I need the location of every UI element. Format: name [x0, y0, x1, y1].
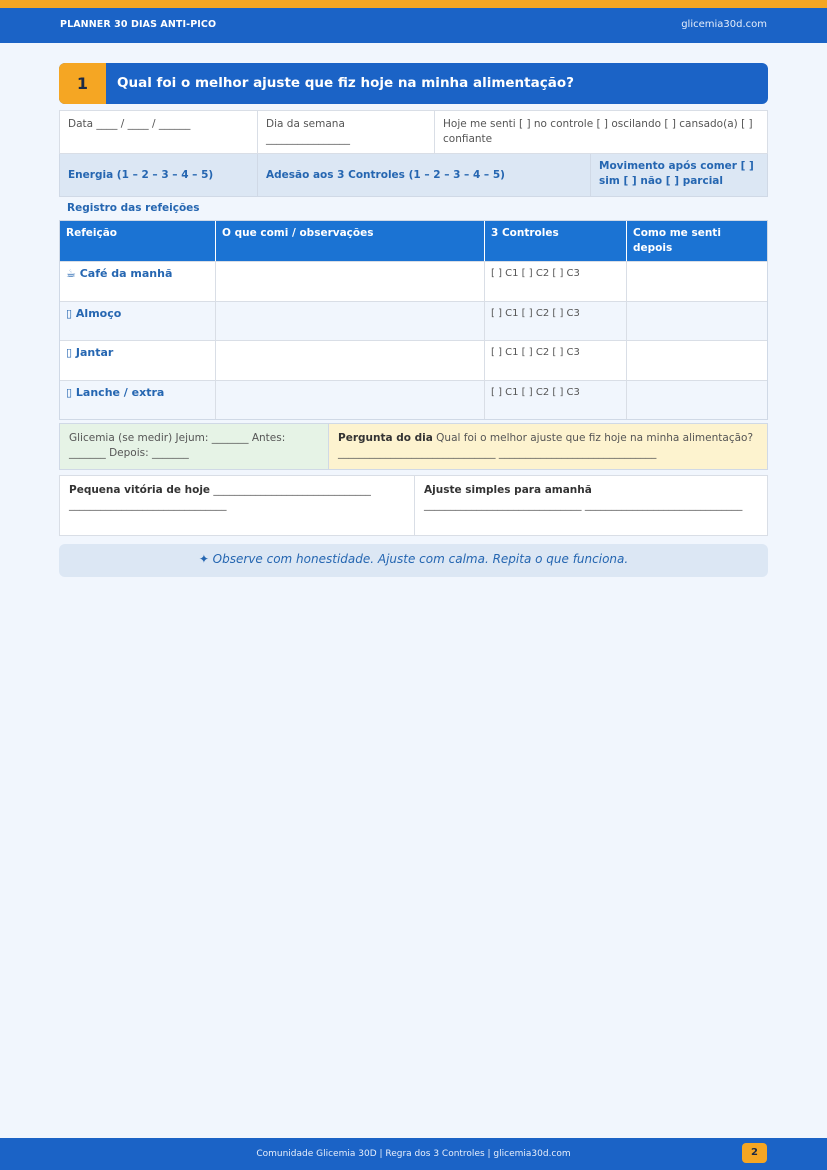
controls-checklist[interactable]: [ ] C1 [ ] C2 [ ] C3 [485, 262, 627, 301]
glicemia-field[interactable]: Glicemia (se medir) Jejum: _______ Antes: _______ Depois: _______ [60, 424, 329, 469]
small-victory-field[interactable] [60, 476, 415, 535]
missing-glyph-icon: ▯ [66, 385, 73, 399]
feeling-cell[interactable] [627, 381, 767, 420]
meal-name: ☕ Café da manhã [60, 262, 216, 301]
top-accent-stripe [0, 0, 827, 8]
header-meal: Refeição [60, 221, 216, 261]
controls-checklist[interactable]: [ ] C1 [ ] C2 [ ] C3 [485, 302, 627, 341]
question-of-day[interactable] [329, 424, 767, 469]
meal-name: ▯ Jantar [60, 341, 216, 380]
header-3-controls: 3 Controles [485, 221, 627, 261]
food-notes-cell[interactable] [216, 341, 485, 380]
reflection-row [59, 475, 768, 536]
meals-table [59, 220, 768, 420]
meals-section-label: Registro das refeições [67, 202, 200, 214]
page-number-badge: 2 [742, 1143, 767, 1163]
metrics-row [59, 154, 768, 197]
adjust-lines: ______________________________ ______________________________ [424, 499, 743, 511]
header-how-i-felt: Como me senti depois [633, 227, 721, 254]
feeling-cell[interactable] [627, 302, 767, 341]
question-text: Qual foi o melhor ajuste que fiz hoje na minha alimentação? [436, 432, 754, 444]
energy-scale[interactable]: Energia (1 – 2 – 3 – 4 – 5) [60, 154, 258, 196]
food-notes-cell[interactable] [216, 381, 485, 420]
table-row [60, 340, 767, 380]
day-number: 1 [59, 63, 106, 104]
day-question: Qual foi o melhor ajuste que fiz hoje na minha alimentação? [117, 75, 574, 91]
controls-checklist[interactable]: [ ] C1 [ ] C2 [ ] C3 [485, 381, 627, 420]
site-url: glicemia30d.com [681, 19, 767, 30]
glicemia-question-row [59, 423, 768, 470]
meal-name: ▯ Almoço [60, 302, 216, 341]
food-notes-cell[interactable] [216, 262, 485, 301]
missing-glyph-icon: ▯ [66, 306, 73, 320]
food-notes-cell[interactable] [216, 302, 485, 341]
adherence-scale[interactable]: Adesão aos 3 Controles (1 – 2 – 3 – 4 – 5) [258, 154, 591, 196]
victory-label: Pequena vitória de hoje [69, 484, 211, 496]
adjust-label: Ajuste simples para amanhã [424, 484, 592, 496]
motivational-quote: ✦ Observe com honestidade. Ajuste com calma. Repita o que funciona. [59, 544, 768, 577]
feeling-cell[interactable] [627, 341, 767, 380]
info-row [59, 110, 768, 154]
date-field[interactable]: Data ____ / ____ / ______ [60, 111, 258, 153]
answer-lines: ______________________________ ______________________________ [338, 447, 657, 459]
feeling-checklist[interactable]: Hoje me senti [ ] no controle [ ] oscilando [ ] cansado(a) [ ] confiante [443, 118, 753, 145]
weekday-field[interactable]: Dia da semana ________________ [258, 111, 435, 153]
question-label: Pergunta do dia [338, 432, 433, 444]
header-what-i-ate: O que comi / observações [216, 221, 485, 261]
table-row [60, 380, 767, 420]
tomorrow-adjust-field[interactable] [415, 476, 767, 535]
controls-checklist[interactable]: [ ] C1 [ ] C2 [ ] C3 [485, 341, 627, 380]
footer-text: Comunidade Glicemia 30D | Regra dos 3 Controles | glicemia30d.com [256, 1149, 571, 1159]
movement-checklist[interactable]: Movimento após comer [ ] sim [ ] não [ ] parcial [599, 160, 754, 187]
feeling-cell[interactable] [627, 262, 767, 301]
planner-title: PLANNER 30 DIAS ANTI-PICO [60, 19, 217, 30]
victory-lines: ______________________________ ______________________________ [69, 484, 371, 511]
coffee-icon: ☕ [66, 267, 76, 280]
page-footer [0, 1138, 827, 1170]
meal-name: ▯ Lanche / extra [60, 381, 216, 420]
day-card [59, 63, 768, 104]
meals-table-header [60, 221, 767, 261]
table-row [60, 261, 767, 301]
missing-glyph-icon: ▯ [66, 346, 73, 359]
table-row [60, 301, 767, 341]
page-header [0, 8, 827, 43]
